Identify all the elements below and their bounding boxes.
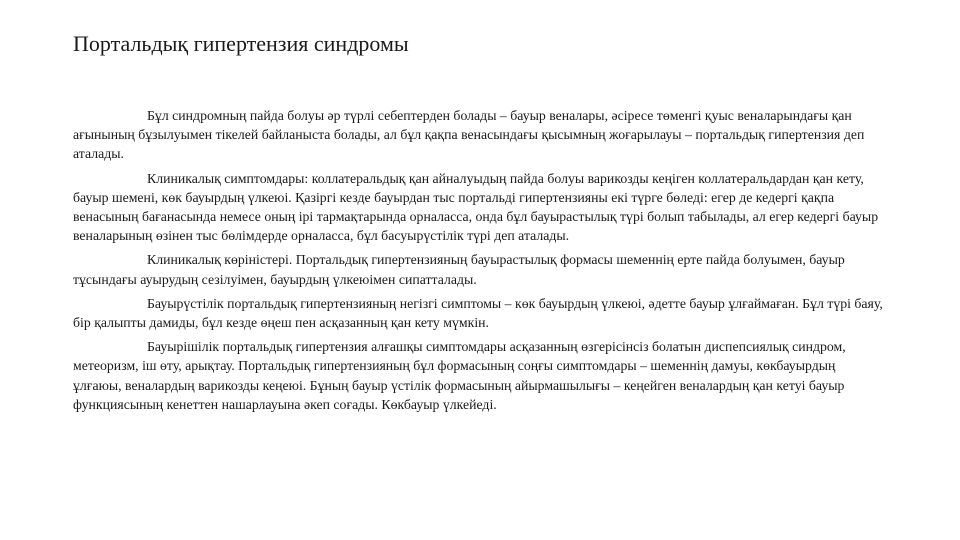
paragraph-clinical-symptoms: Клиникалық симптомдары: коллатеральдық қан айналуыдың пайда болуы варикозды кеңіген коллатеральдардан қан кету, бауыр шемені, көк бауырдың үлкеюі. Қазіргі кезде бауырдан тыс портальді гипертензияны екі түрге бөледі: егер де кедергі қақпа венасының бағанасында немесе оның ірі тармақтарында орналасса, онда бұл бауырастылық түрі болып табылады, ал егер кедергі бауыр веналарының өзінен тыс бөлімдерде орналасса, бұл басуырүстілік түрі деп аталады.: [73, 170, 879, 244]
paragraph-intrahepatic-form: Бауырішілік портальдық гипертензия алғашқы симптомдары асқазанның өзгерісінсіз болатын диспепсиялық синдром, метеоризм, іш өту, арықтау. Портальдық гипертензияның бұл формасының соңғы симптомдары – шеменнің дамуы, көкбауырдың ұлғаюы, веналардың варикозды кеңеюі. Бұның бауыр үстілік формасының айырмашылығы – кеңейген веналардың қан кетуі бауыр функциясының кенеттен нашарлауына әкеп соғады. Көкбауыр үлкейеді.: [73, 339, 846, 412]
paragraph-suprahepatic-form: Бауырүстілік портальдық гипертензияның негізгі симптомы – көк бауырдың үлкеюі, әдетте бауыр ұлғаймаған. Бұл түрі баяу, бір қалыпты дамиды, бұл кезде өңеш пен асқазанның қан кету мүмкін.: [73, 295, 883, 331]
slide-title: Портальдық гипертензия синдромы: [73, 31, 409, 56]
slide-body: [73, 106, 885, 419]
paragraph-clinical-manifestations: Клиникалық көріністері. Портальдық гипертензияның бауырастылық формасы шеменнің ерте пайда болуымен, бауыр тұсындағы ауырудың сезілуімен, бауырдың үлкеюімен сипатталады.: [73, 252, 845, 287]
paragraph-causes: Бұл синдромның пайда болуы әр түрлі себептерден болады – бауыр веналары, әсіресе төменгі қуыс веналарындағы қан ағынының бұзылуымен тікелей байланыста болады, ал бұл қақпа венасындағы қысымның жоғарылауы – портальдық гипертензия деп аталады.: [73, 108, 865, 162]
